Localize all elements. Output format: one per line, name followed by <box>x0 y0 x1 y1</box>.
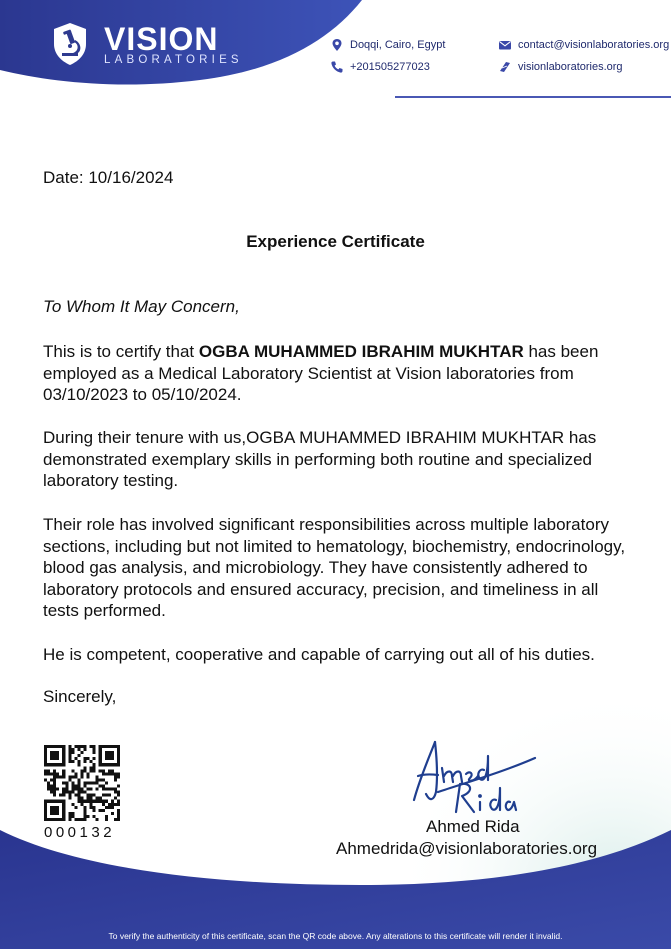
closing: Sincerely, <box>43 687 117 706</box>
mail-icon <box>498 38 512 52</box>
signer-name: Ahmed Rida <box>426 817 520 836</box>
employee-name: OGBA MUHAMMED IBRAHIM MUKHTAR <box>198 342 524 361</box>
paragraph-certify-lead: This is to certify that <box>43 342 199 361</box>
certificate-serial: 000132 <box>44 824 116 841</box>
brand-subtitle: LABORATORIES <box>104 54 243 66</box>
paragraph-certify-tail: has been employed as a Medical Laboratory Scientist at Vision laboratories from 03/10/2023 to 05/10/2024. <box>43 342 599 404</box>
paragraph-certify <box>43 341 635 406</box>
phone-text: +201505277023 <box>350 61 430 73</box>
signature <box>408 730 543 820</box>
qr-code[interactable] <box>44 745 120 821</box>
phone <box>330 60 430 74</box>
paragraph-responsibilities: Their role has involved significant responsibilities across multiple laboratory sections, including but not limited to hematology, biochemistry, endocrinology, blood gas analysis, and microbiology. They have consistently adhered to laboratory protocols and ensured accuracy, precision, and timeliness in all tests performed. <box>43 515 626 620</box>
footer-verification-note: To verify the authenticity of this certificate, scan the QR code above. Any alterations to this certificate will render it invalid. <box>108 931 563 941</box>
location-pin-icon <box>330 38 344 52</box>
paragraph-competence: He is competent, cooperative and capable of carrying out all of his duties. <box>43 645 595 664</box>
website-text: visionlaboratories.org <box>518 61 623 73</box>
signer-email: Ahmedrida@visionlaboratories.org <box>336 839 598 858</box>
microscope-icon <box>52 22 88 66</box>
paragraph-tenure: During their tenure with us,OGBA MUHAMMED IBRAHIM MUKHTAR has demonstrated exemplary skills in performing both routine and specialized laboratory testing. <box>43 428 597 490</box>
letter-date: Date: 10/16/2024 <box>43 168 174 187</box>
email-text: contact@visionlaboratories.org <box>518 39 670 51</box>
website <box>498 60 623 74</box>
brand-name: VISION <box>104 21 219 57</box>
greeting: To Whom It May Concern, <box>43 297 240 316</box>
globe-icon <box>498 60 512 74</box>
email <box>498 38 669 52</box>
header-divider <box>395 96 671 98</box>
address <box>330 38 445 52</box>
phone-icon <box>330 60 344 74</box>
certificate-title: Experience Certificate <box>246 232 425 251</box>
address-text: Doqqi, Cairo, Egypt <box>350 39 446 51</box>
